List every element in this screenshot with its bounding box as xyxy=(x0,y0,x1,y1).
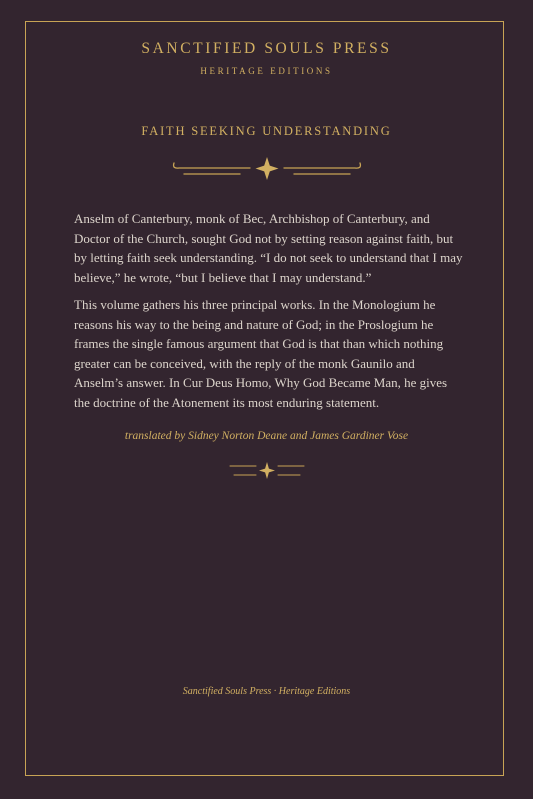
book-title: FAITH SEEKING UNDERSTANDING xyxy=(141,124,392,138)
flourish-star-icon xyxy=(172,154,362,184)
ornament-divider-bottom xyxy=(0,456,533,486)
imprint-name: HERITAGE EDITIONS xyxy=(200,66,333,76)
flourish-star-icon xyxy=(172,456,362,486)
intro-paragraph xyxy=(74,209,464,287)
footer-imprint: Sanctified Souls Press · Heritage Editions xyxy=(182,686,351,697)
contents-paragraph xyxy=(74,295,464,412)
ornament-divider-top xyxy=(0,154,533,184)
paragraph-text: This volume gathers his three principal works. In the Monologium he reasons his way to the being and nature of God; in the Proslogium he frames the single famous argument that God is that than which nothing greater can be conceived, with the reply of the monk Gaunilo and Anselm’s answer. In Cur Deus Homo, Why God Became Man, he gives the doctrine of the Atonement its most enduring statement. xyxy=(74,297,448,410)
publisher-name: SANCTIFIED SOULS PRESS xyxy=(141,40,392,57)
paragraph-text: Anselm of Canterbury, monk of Bec, Archbishop of Canterbury, and Doctor of the Church, sought God not by setting reason against faith, but by letting faith seek understanding. “I do not seek to understand that I may believe,” he wrote, “but I believe that I may understand.” xyxy=(74,211,463,285)
translator-credit: translated by Sidney Norton Deane and James Gardiner Vose xyxy=(124,430,409,442)
